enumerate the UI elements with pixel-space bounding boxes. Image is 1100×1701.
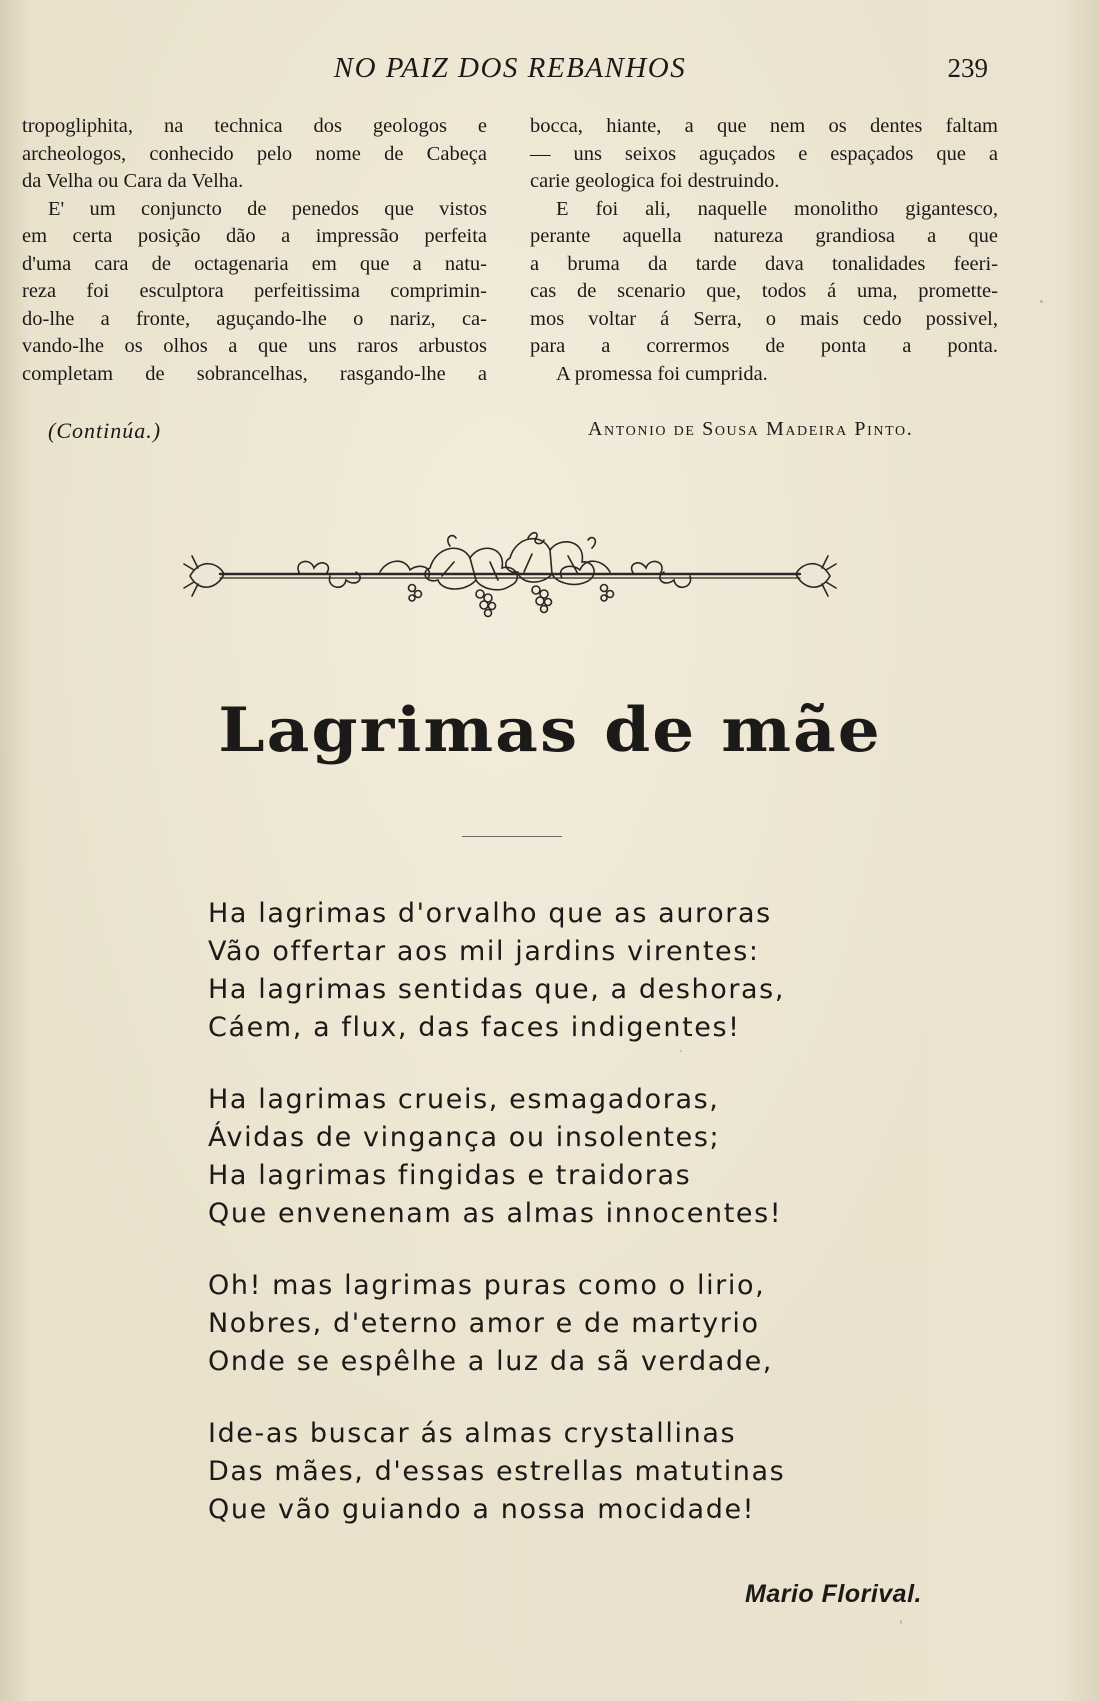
paper-speck [680,1050,682,1052]
stanza-4 [208,1415,848,1529]
left-line-4: E' um conjuncto de penedos que vistos [48,197,487,220]
left-line-1: tropogliphita, na technica dos geologos e [22,115,487,137]
left-line-9: vando-lhe os olhos a que uns raros arbustos [22,335,487,357]
left-line-8: do-lhe a fronte, aguçando-lhe o nariz, ca- [22,307,487,330]
article-author: Antonio de Sousa Madeira Pinto. [588,418,914,440]
verse: Ha lagrimas d'orvalho que as auroras [208,898,772,929]
title-divider [462,836,562,837]
right-line-1: bocca, hiante, a que nem os dentes faltam [530,115,998,137]
verse: Nobres, d'eterno amor e de martyrio [208,1308,760,1339]
running-head [0,51,1100,85]
page-number: 239 [947,53,988,83]
right-line-10: A promessa foi cumprida. [556,362,768,385]
right-line-9: para a corrermos de ponta a ponta. [530,335,998,357]
verse: Oh! mas lagrimas puras como o lirio, [208,1270,766,1301]
left-line-10: completam de sobrancelhas, rasgando-lhe a [22,362,487,385]
stanza-2 [208,1081,848,1233]
poem-body [208,895,848,1563]
verse: Das mães, d'essas estrellas matutinas [208,1456,786,1487]
right-line-2: — uns seixos aguçados e espaçados que a [530,142,998,165]
stanza-1 [208,895,848,1047]
verse: Vão offertar aos mil jardins virentes: [208,936,760,967]
left-line-2 [22,141,487,169]
left-line-2-text: archeologos, conhecido pelo nome de Cabeça [22,142,487,165]
poem-author: Mario Florival. [745,1580,922,1608]
verse: Ha lagrimas crueis, esmagadoras, [208,1084,720,1115]
verse: Que envenenam as almas innocentes! [208,1198,783,1229]
right-line-8: mos voltar á Serra, o mais cedo possivel, [530,307,998,330]
verse: Que vão guiando a nossa mocidade! [208,1494,756,1525]
verse: Ávidas de vingança ou insolentes; [208,1122,721,1153]
left-line-5: em certa posição dão a impressão perfeita [22,225,487,247]
right-line-4: E foi ali, naquelle monolitho gigantesco, [556,197,998,220]
verse: Ha lagrimas sentidas que, a deshoras, [208,974,786,1005]
left-column [22,113,487,388]
stanza-3 [208,1267,848,1381]
poem-title: Lagrimas de mãe [218,694,882,766]
verse: Ide-as buscar ás almas crystallinas [208,1418,737,1449]
verse: Ha lagrimas fingidas e traidoras [208,1160,692,1191]
verse: Onde se espêlhe a luz da sã verdade, [208,1346,773,1377]
left-line-6: d'uma cara de octagenaria em que a natu- [22,252,487,275]
left-line-7: reza foi esculptora perfeitissima comprimin- [22,280,487,302]
verse: Cáem, a flux, das faces indigentes! [208,1012,741,1043]
right-line-6: a bruma da tarde dava tonalidades feeri- [530,252,998,275]
right-line-3: carie geologica foi destruindo. [530,170,780,192]
running-head-title: NO PAIZ DOS REBANHOS [333,52,687,84]
vine-garland-ornament-icon [180,528,840,620]
paper-speck [900,1620,902,1624]
right-line-5: perante aquella natureza grandiosa a que [530,225,998,247]
continua-note: (Continúa.) [48,418,162,443]
paper-speck [1040,300,1043,303]
left-line-3: da Velha ou Cara da Velha. [22,170,244,192]
right-column [530,113,998,388]
right-line-7: cas de scenario que, todos á uma, promette- [530,280,998,302]
